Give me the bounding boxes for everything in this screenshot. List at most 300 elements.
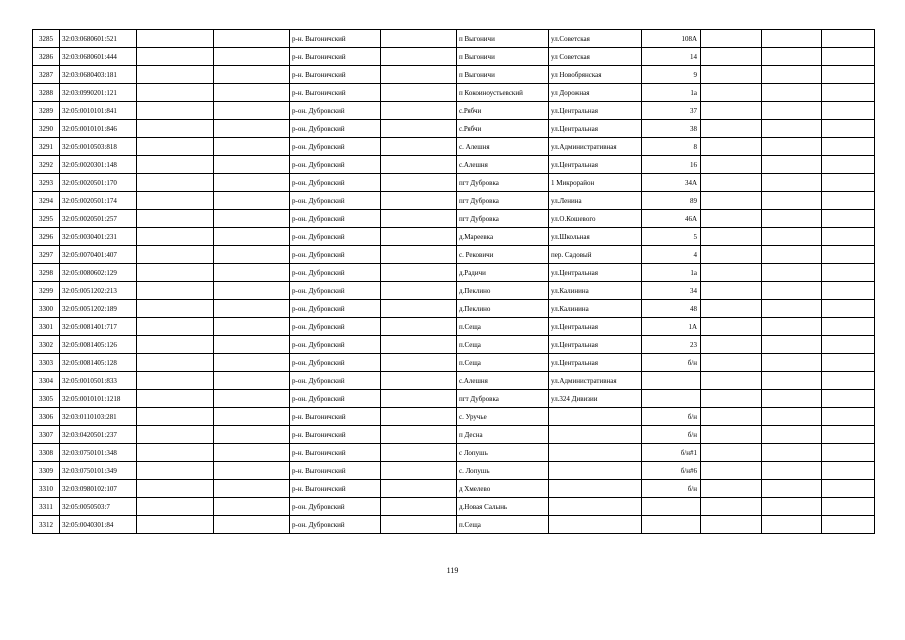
cadastral-number-cell: 32:05:0081405:126 [60,336,137,354]
empty-cell [381,102,457,120]
cadastral-number-cell: 32:05:0020501:174 [60,192,137,210]
row-number-cell: 3288 [33,84,60,102]
empty-cell [701,426,762,444]
empty-cell [214,138,290,156]
empty-cell [381,318,457,336]
row-number-cell: 3286 [33,48,60,66]
table-row [33,390,875,408]
street-cell: ул.Административная [549,372,642,390]
empty-cell [137,228,214,246]
cadastral-number-cell: 32:03:0750101:349 [60,462,137,480]
table-row [33,120,875,138]
empty-cell [822,156,875,174]
cadastral-number-cell: 32:05:0030401:231 [60,228,137,246]
cadastral-number-cell: 32:03:0110103:281 [60,408,137,426]
property-table [32,29,875,534]
empty-cell [137,480,214,498]
cadastral-number-cell: 32:05:0020301:148 [60,156,137,174]
empty-cell [822,318,875,336]
row-number-cell: 3296 [33,228,60,246]
empty-cell [137,66,214,84]
empty-cell [381,192,457,210]
cadastral-number-cell: 32:05:0010101:1218 [60,390,137,408]
house-number-cell: 9 [642,66,701,84]
street-cell: ул.Ленина [549,192,642,210]
district-cell: р-он. Дубровский [290,174,381,192]
empty-cell [762,462,822,480]
table-row [33,156,875,174]
row-number-cell: 3297 [33,246,60,264]
cadastral-number-cell: 32:05:0040301:84 [60,516,137,534]
empty-cell [822,192,875,210]
empty-cell [822,354,875,372]
empty-cell [701,84,762,102]
empty-cell [762,264,822,282]
empty-cell [762,336,822,354]
table-row [33,300,875,318]
table-row [33,498,875,516]
row-number-cell: 3311 [33,498,60,516]
empty-cell [214,30,290,48]
empty-cell [214,426,290,444]
district-cell: р-он. Дубровский [290,516,381,534]
empty-cell [137,120,214,138]
empty-cell [381,390,457,408]
house-number-cell: б/н [642,408,701,426]
empty-cell [214,192,290,210]
settlement-cell: пгт Дубровка [457,192,549,210]
empty-cell [381,372,457,390]
empty-cell [822,426,875,444]
district-cell: р-он. Дубровский [290,156,381,174]
cadastral-number-cell: 32:05:0081405:128 [60,354,137,372]
empty-cell [381,354,457,372]
row-number-cell: 3290 [33,120,60,138]
settlement-cell: пгт Дубровка [457,174,549,192]
empty-cell [381,282,457,300]
empty-cell [701,336,762,354]
empty-cell [762,300,822,318]
house-number-cell: 1А [642,318,701,336]
row-number-cell: 3293 [33,174,60,192]
cadastral-number-cell: 32:03:0750101:348 [60,444,137,462]
district-cell: р-он. Дубровский [290,498,381,516]
empty-cell [137,48,214,66]
settlement-cell: д Хмелево [457,480,549,498]
empty-cell [214,120,290,138]
row-number-cell: 3287 [33,66,60,84]
empty-cell [762,318,822,336]
empty-cell [137,426,214,444]
table-row [33,84,875,102]
house-number-cell: 5 [642,228,701,246]
settlement-cell: п Выгоничи [457,30,549,48]
row-number-cell: 3298 [33,264,60,282]
empty-cell [214,318,290,336]
street-cell [549,444,642,462]
cadastral-number-cell: 32:05:0010101:846 [60,120,137,138]
row-number-cell: 3310 [33,480,60,498]
house-number-cell: 1а [642,264,701,282]
row-number-cell: 3299 [33,282,60,300]
settlement-cell: с Лопушь [457,444,549,462]
district-cell: р-он. Дубровский [290,390,381,408]
street-cell: ул Новобрянская [549,66,642,84]
table-row [33,264,875,282]
street-cell: ул Советская [549,48,642,66]
empty-cell [762,372,822,390]
house-number-cell: 34А [642,174,701,192]
empty-cell [214,48,290,66]
row-number-cell: 3285 [33,30,60,48]
settlement-cell: п Десна [457,426,549,444]
house-number-cell: 16 [642,156,701,174]
street-cell: ул.О.Кошевого [549,210,642,228]
empty-cell [701,372,762,390]
district-cell: р-он. Дубровский [290,318,381,336]
empty-cell [214,156,290,174]
empty-cell [137,264,214,282]
row-number-cell: 3302 [33,336,60,354]
empty-cell [822,264,875,282]
district-cell: р-он. Дубровский [290,210,381,228]
empty-cell [701,444,762,462]
empty-cell [762,282,822,300]
empty-cell [762,426,822,444]
empty-cell [762,246,822,264]
cadastral-number-cell: 32:05:0020501:170 [60,174,137,192]
district-cell: р-он. Дубровский [290,246,381,264]
empty-cell [762,228,822,246]
table-row [33,102,875,120]
table-row [33,426,875,444]
row-number-cell: 3312 [33,516,60,534]
table-row [33,192,875,210]
cadastral-number-cell: 32:03:0680601:521 [60,30,137,48]
cadastral-number-cell: 32:05:0051202:213 [60,282,137,300]
district-cell: р-н. Выгоничский [290,408,381,426]
empty-cell [762,444,822,462]
table-row [33,480,875,498]
table-row [33,318,875,336]
street-cell [549,462,642,480]
empty-cell [137,516,214,534]
district-cell: р-он. Дубровский [290,354,381,372]
empty-cell [822,444,875,462]
settlement-cell: с.Алешня [457,156,549,174]
house-number-cell [642,372,701,390]
cadastral-number-cell: 32:05:0020501:257 [60,210,137,228]
settlement-cell: с.Рябчи [457,120,549,138]
empty-cell [214,174,290,192]
empty-cell [381,138,457,156]
empty-cell [137,372,214,390]
empty-cell [701,264,762,282]
street-cell: ул.Калинина [549,300,642,318]
empty-cell [137,138,214,156]
empty-cell [762,516,822,534]
row-number-cell: 3308 [33,444,60,462]
empty-cell [762,480,822,498]
empty-cell [822,336,875,354]
row-number-cell: 3292 [33,156,60,174]
settlement-cell: п.Сеща [457,516,549,534]
empty-cell [701,246,762,264]
empty-cell [701,48,762,66]
empty-cell [762,354,822,372]
table-row [33,30,875,48]
empty-cell [701,318,762,336]
empty-cell [381,300,457,318]
district-cell: р-н. Выгоничский [290,66,381,84]
empty-cell [381,462,457,480]
empty-cell [822,372,875,390]
table-row [33,462,875,480]
empty-cell [701,228,762,246]
empty-cell [214,66,290,84]
empty-cell [381,48,457,66]
empty-cell [214,444,290,462]
empty-cell [762,156,822,174]
cadastral-number-cell: 32:05:0080602:129 [60,264,137,282]
table-row [33,336,875,354]
empty-cell [137,174,214,192]
cadastral-number-cell: 32:05:0070401:407 [60,246,137,264]
empty-cell [137,210,214,228]
empty-cell [137,282,214,300]
empty-cell [214,408,290,426]
empty-cell [701,192,762,210]
district-cell: р-он. Дубровский [290,102,381,120]
settlement-cell: с. Уручье [457,408,549,426]
house-number-cell: 108А [642,30,701,48]
house-number-cell: 4 [642,246,701,264]
settlement-cell: п.Сеща [457,354,549,372]
district-cell: р-он. Дубровский [290,228,381,246]
empty-cell [381,246,457,264]
empty-cell [137,300,214,318]
empty-cell [822,120,875,138]
settlement-cell: с.Рябчи [457,102,549,120]
cadastral-number-cell: 32:03:0420501:237 [60,426,137,444]
empty-cell [214,462,290,480]
row-number-cell: 3295 [33,210,60,228]
empty-cell [214,264,290,282]
district-cell: р-он. Дубровский [290,282,381,300]
house-number-cell: 89 [642,192,701,210]
row-number-cell: 3307 [33,426,60,444]
empty-cell [381,264,457,282]
settlement-cell: пгт Дубровка [457,390,549,408]
house-number-cell: б/н [642,480,701,498]
street-cell [549,498,642,516]
empty-cell [214,336,290,354]
house-number-cell: 23 [642,336,701,354]
settlement-cell: с. Рековичи [457,246,549,264]
empty-cell [137,84,214,102]
empty-cell [381,156,457,174]
settlement-cell: д.Мареевка [457,228,549,246]
street-cell: ул Дорожная [549,84,642,102]
settlement-cell: с.Алешня [457,372,549,390]
cadastral-number-cell: 32:03:0990201:121 [60,84,137,102]
settlement-cell: п.Сеща [457,336,549,354]
cadastral-number-cell: 32:03:0680601:444 [60,48,137,66]
empty-cell [762,390,822,408]
house-number-cell [642,516,701,534]
empty-cell [137,192,214,210]
empty-cell [822,48,875,66]
empty-cell [381,174,457,192]
empty-cell [822,30,875,48]
empty-cell [214,102,290,120]
empty-cell [701,138,762,156]
empty-cell [381,30,457,48]
table-row [33,138,875,156]
row-number-cell: 3294 [33,192,60,210]
empty-cell [822,300,875,318]
empty-cell [137,30,214,48]
street-cell: ул.Центральная [549,318,642,336]
empty-cell [822,66,875,84]
empty-cell [822,210,875,228]
empty-cell [137,102,214,120]
district-cell: р-он. Дубровский [290,192,381,210]
table-row [33,408,875,426]
empty-cell [381,516,457,534]
empty-cell [214,354,290,372]
empty-cell [822,282,875,300]
district-cell: р-он. Дубровский [290,372,381,390]
empty-cell [214,372,290,390]
empty-cell [701,120,762,138]
table-row [33,210,875,228]
street-cell: пер. Садовый [549,246,642,264]
row-number-cell: 3306 [33,408,60,426]
empty-cell [381,480,457,498]
empty-cell [762,498,822,516]
district-cell: р-он. Дубровский [290,138,381,156]
street-cell: ул.Центральная [549,336,642,354]
empty-cell [762,102,822,120]
empty-cell [762,192,822,210]
cadastral-number-cell: 32:05:0010101:841 [60,102,137,120]
cadastral-number-cell: 32:05:0051202:189 [60,300,137,318]
house-number-cell: б/н [642,354,701,372]
empty-cell [214,300,290,318]
empty-cell [701,210,762,228]
settlement-cell: д.Пеклино [457,282,549,300]
empty-cell [762,138,822,156]
empty-cell [701,174,762,192]
empty-cell [762,48,822,66]
empty-cell [214,246,290,264]
empty-cell [701,300,762,318]
table-row [33,174,875,192]
empty-cell [822,498,875,516]
settlement-cell: пгт Дубровка [457,210,549,228]
row-number-cell: 3289 [33,102,60,120]
district-cell: р-он. Дубровский [290,300,381,318]
house-number-cell: 8 [642,138,701,156]
house-number-cell: б/н#6 [642,462,701,480]
cadastral-number-cell: 32:03:0680403:181 [60,66,137,84]
empty-cell [822,102,875,120]
empty-cell [214,228,290,246]
empty-cell [762,84,822,102]
settlement-cell: п Выгоничи [457,66,549,84]
house-number-cell: б/н#1 [642,444,701,462]
cadastral-number-cell: 32:05:0010501:833 [60,372,137,390]
house-number-cell: б/н [642,426,701,444]
empty-cell [762,210,822,228]
empty-cell [381,498,457,516]
empty-cell [762,66,822,84]
empty-cell [214,498,290,516]
district-cell: р-н. Выгоничский [290,30,381,48]
empty-cell [701,516,762,534]
empty-cell [822,228,875,246]
empty-cell [137,354,214,372]
street-cell: ул.Центральная [549,156,642,174]
empty-cell [822,480,875,498]
house-number-cell [642,390,701,408]
empty-cell [762,30,822,48]
house-number-cell: 34 [642,282,701,300]
table-row [33,444,875,462]
empty-cell [762,120,822,138]
empty-cell [214,390,290,408]
empty-cell [381,228,457,246]
street-cell: ул.Центральная [549,120,642,138]
empty-cell [762,408,822,426]
street-cell: ул.Школьная [549,228,642,246]
street-cell [549,408,642,426]
empty-cell [822,462,875,480]
empty-cell [701,390,762,408]
district-cell: р-н. Выгоничский [290,462,381,480]
house-number-cell: 48 [642,300,701,318]
row-number-cell: 3291 [33,138,60,156]
table-row [33,372,875,390]
empty-cell [137,444,214,462]
district-cell: р-н. Выгоничский [290,84,381,102]
empty-cell [381,66,457,84]
empty-cell [701,282,762,300]
empty-cell [822,516,875,534]
house-number-cell: 14 [642,48,701,66]
table-body [33,30,875,534]
row-number-cell: 3300 [33,300,60,318]
empty-cell [381,120,457,138]
row-number-cell: 3303 [33,354,60,372]
street-cell: 1 Микрорайон [549,174,642,192]
settlement-cell: п Кокоиноустьевский [457,84,549,102]
empty-cell [822,84,875,102]
empty-cell [701,30,762,48]
table-row [33,66,875,84]
table-row [33,246,875,264]
street-cell: ул.Центральная [549,264,642,282]
empty-cell [137,156,214,174]
house-number-cell [642,498,701,516]
row-number-cell: 3301 [33,318,60,336]
settlement-cell: с. Алешня [457,138,549,156]
empty-cell [214,480,290,498]
house-number-cell: 37 [642,102,701,120]
empty-cell [822,138,875,156]
street-cell [549,480,642,498]
